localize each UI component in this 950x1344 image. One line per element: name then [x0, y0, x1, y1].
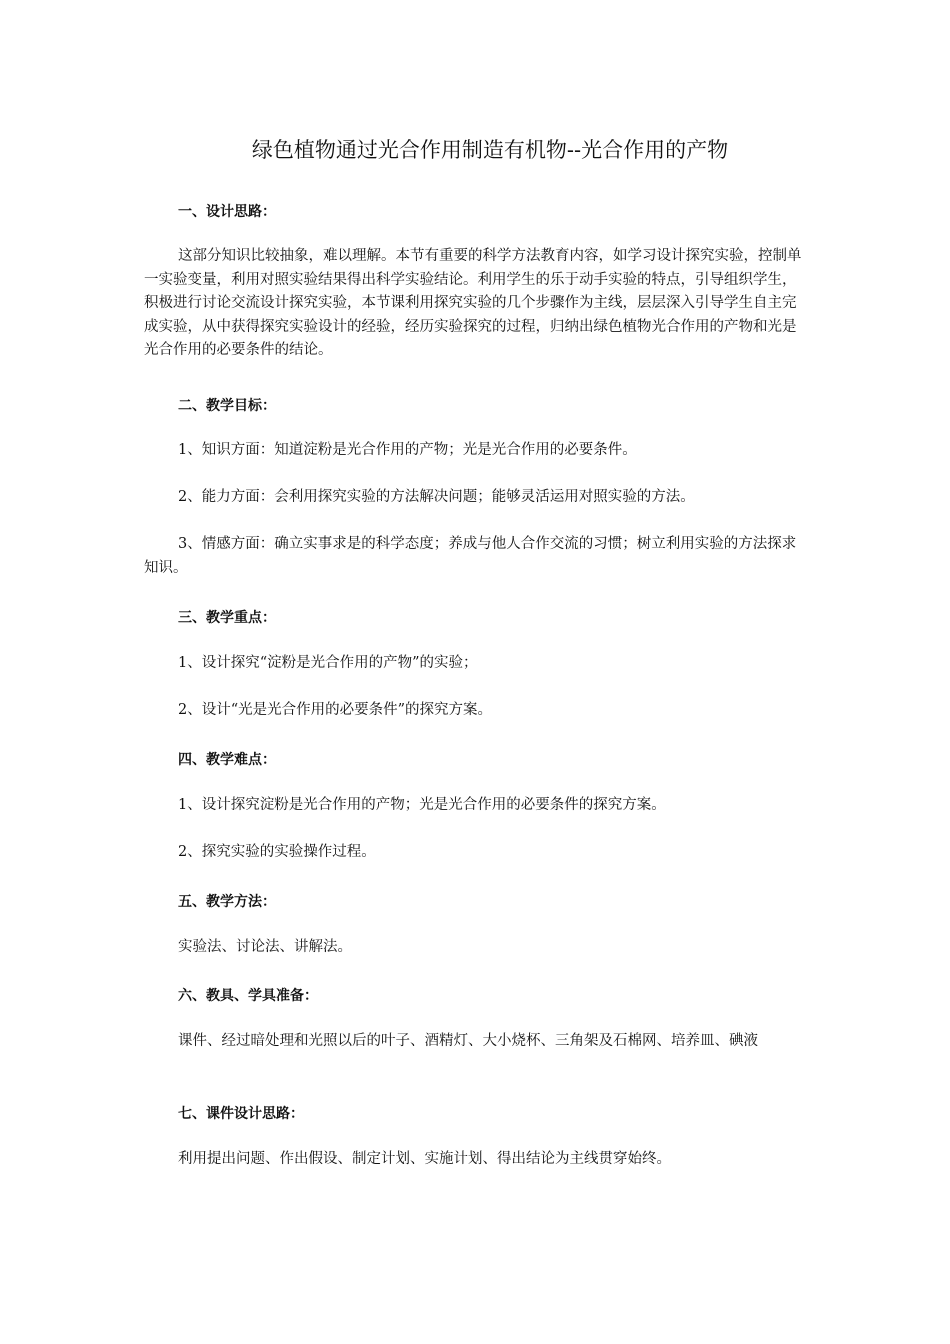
section-heading-teaching-goals: 二、教学目标： [178, 398, 276, 414]
section-heading-design-idea: 一、设计思路： [178, 204, 276, 220]
section-heading-materials: 六、教具、学具准备： [178, 988, 318, 1004]
section-heading-difficulties: 四、教学难点： [178, 752, 276, 768]
paragraph-goal-emotion: 3、情感方面：确立实事求是的科学态度；养成与他人合作交流的习惯；树立利用实验的方法探求知识。 [144, 536, 797, 576]
paragraph-key-point-2: 2、设计“光是光合作用的必要条件”的探究方案。 [178, 702, 493, 718]
document-title: 绿色植物通过光合作用制造有机物--光合作用的产物 [251, 138, 729, 162]
paragraph-goal-knowledge: 1、知识方面：知道淀粉是光合作用的产物；光是光合作用的必要条件。 [178, 442, 637, 458]
paragraph-difficulty-1: 1、设计探究淀粉是光合作用的产物；光是光合作用的必要条件的探究方案。 [178, 797, 666, 813]
paragraph-design-idea: 这部分知识比较抽象，难以理解。本节有重要的科学方法教育内容，如学习设计探究实验，控制单一实验变量，利用对照实验结果得出科学实验结论。利用学生的乐于动手实验的特点，引导组织学生，积极进行讨论交流设计探究实验，本节课利用探究实验的几个步骤作为主线，层层深入引导学生自主完成实验，从中获得探究实验设计的经验，经历实验探究的过程，归纳出绿色植物光合作用的产物和光是光合作用的必要条件的结论。 [144, 248, 802, 358]
paragraph-key-point-1: 1、设计探究“淀粉是光合作用的产物”的实验； [178, 655, 478, 671]
paragraph-materials: 课件、经过暗处理和光照以后的叶子、酒精灯、大小烧杯、三角架及石棉网、培养皿、碘液 [178, 1033, 758, 1049]
paragraph-methods: 实验法、讨论法、讲解法。 [178, 939, 352, 955]
paragraph-courseware: 利用提出问题、作出假设、制定计划、实施计划、得出结论为主线贯穿始终。 [178, 1151, 671, 1167]
section-heading-key-points: 三、教学重点： [178, 610, 276, 626]
section-heading-courseware: 七、课件设计思路： [178, 1106, 304, 1122]
paragraph-goal-ability: 2、能力方面：会利用探究实验的方法解决问题；能够灵活运用对照实验的方法。 [178, 489, 695, 505]
paragraph-difficulty-2: 2、探究实验的实验操作过程。 [178, 844, 376, 860]
section-heading-methods: 五、教学方法： [178, 894, 276, 910]
